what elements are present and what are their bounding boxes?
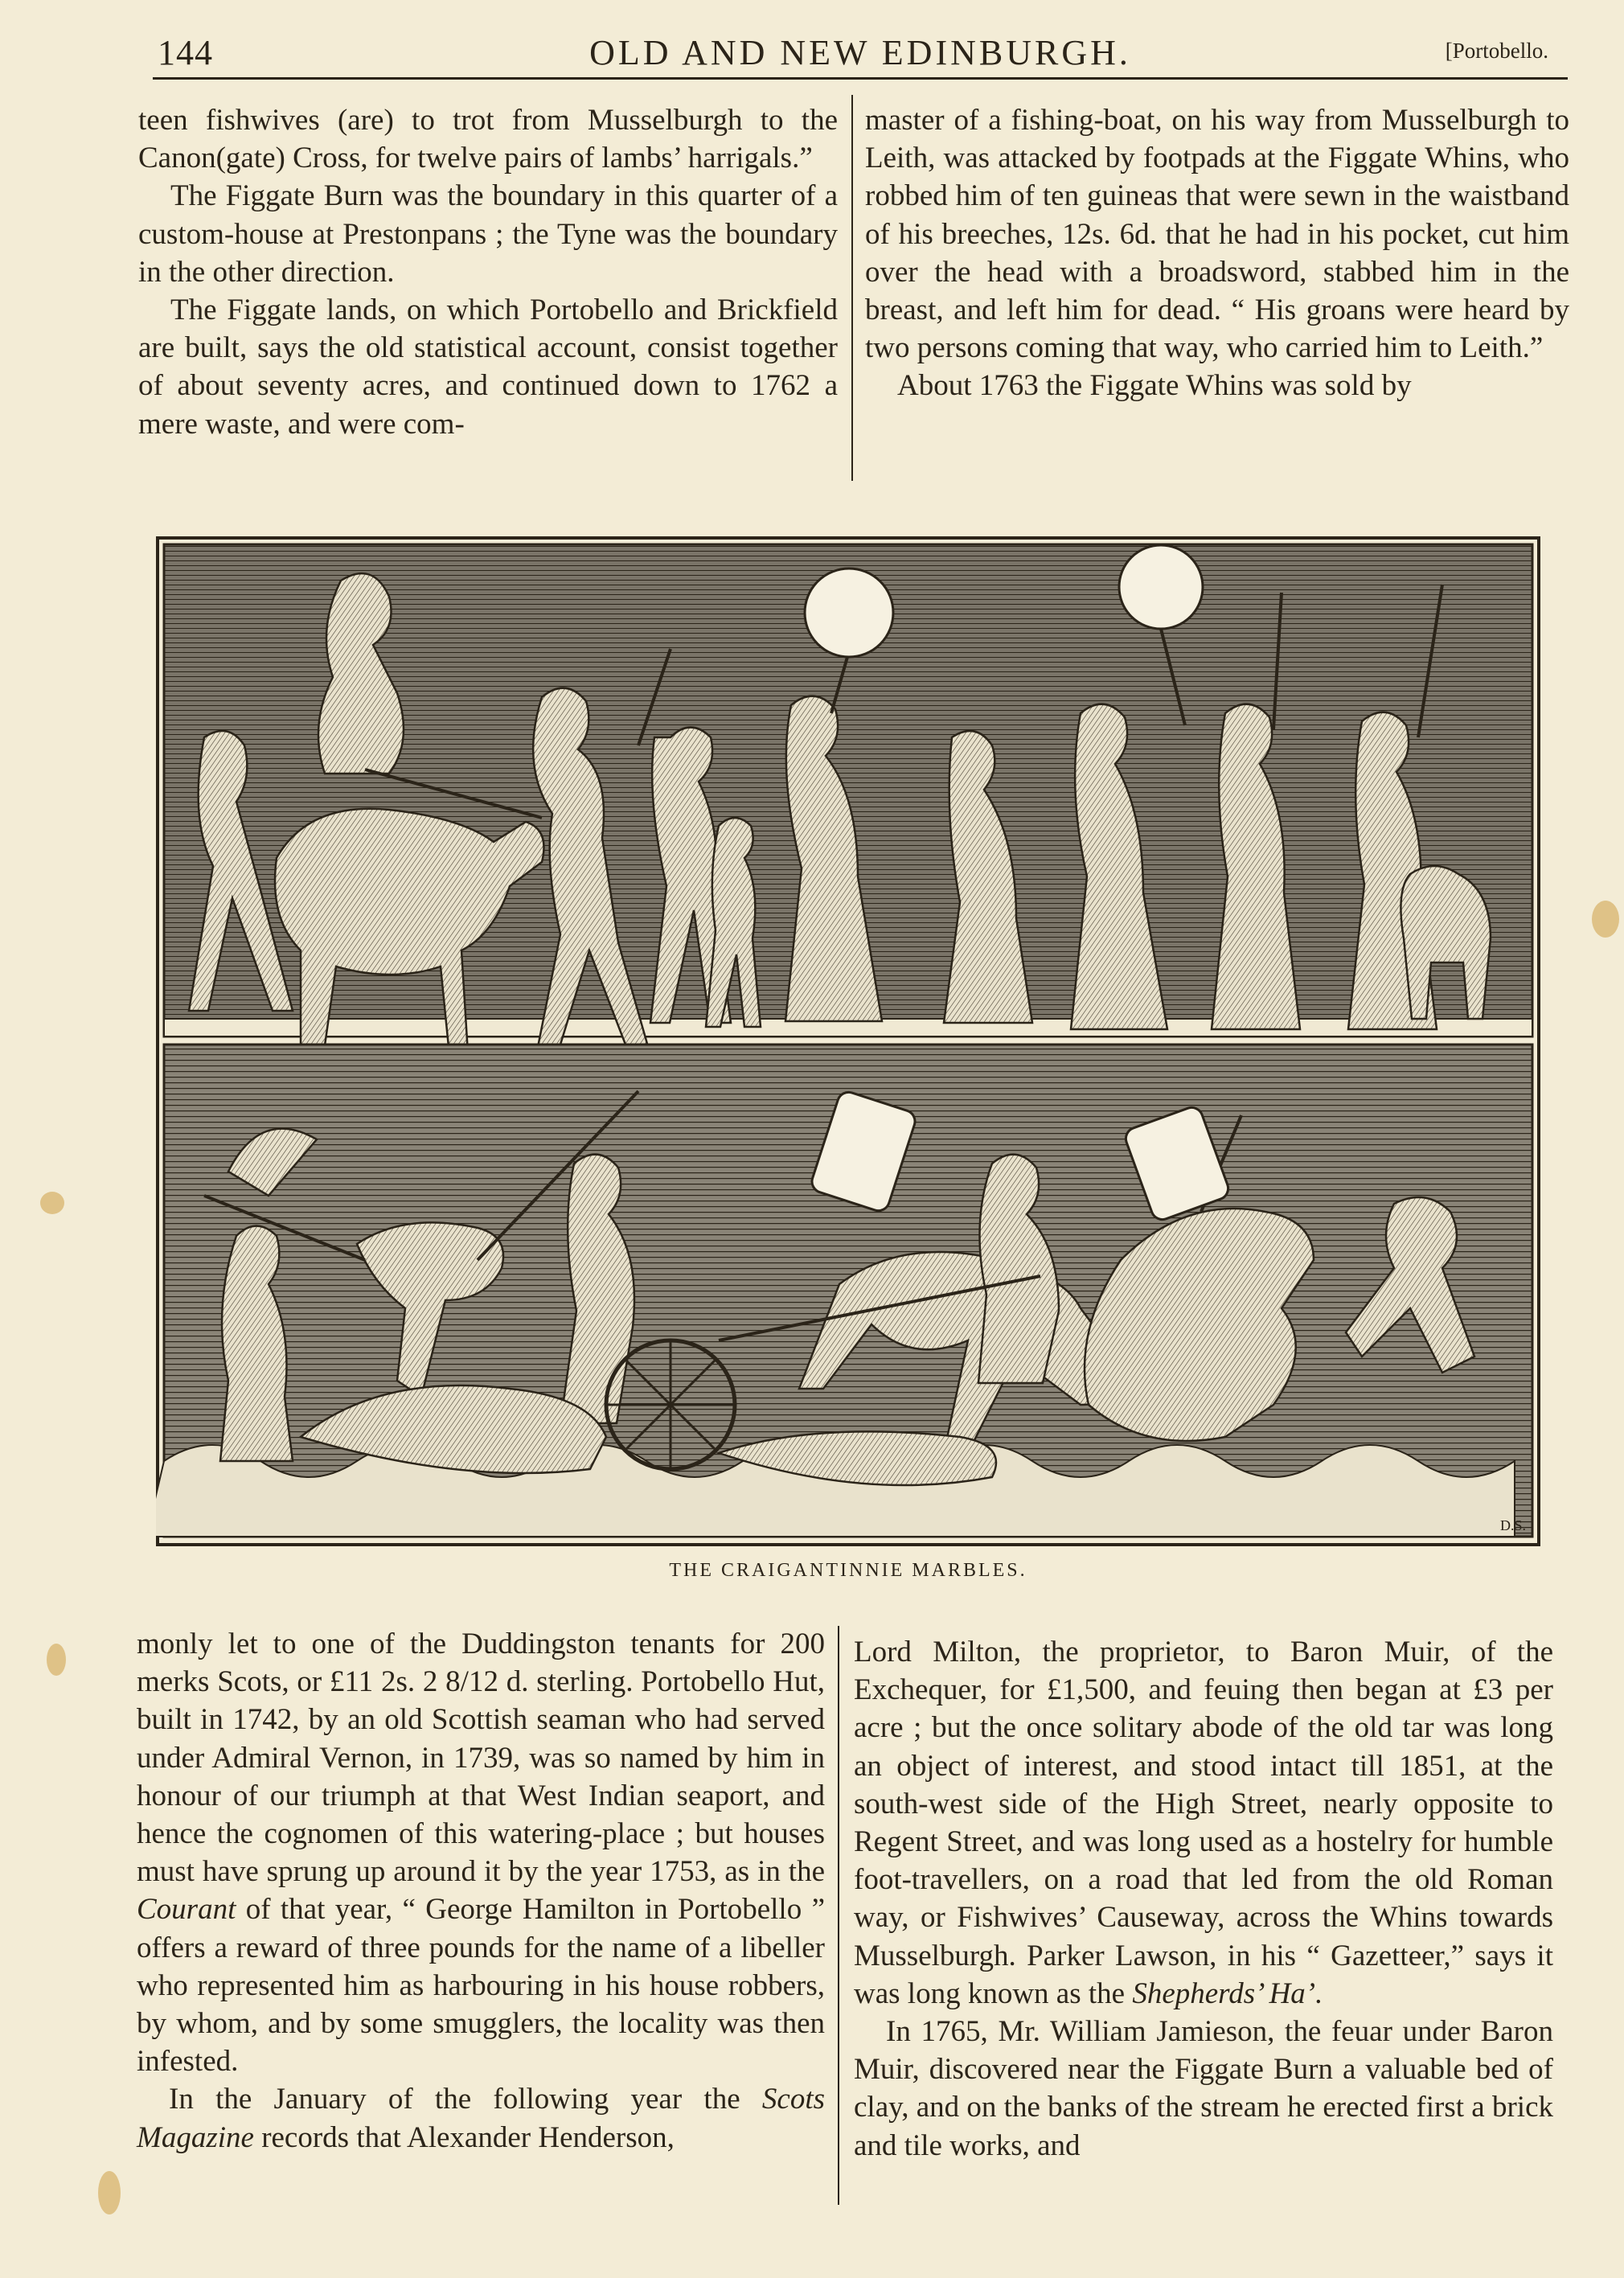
paragraph: In 1765, Mr. William Jamieson, the feuar under Baron Muir, discovered near the Figgate Burn a valuable bed of clay, and on the banks of the stream he erected first a brick and tile works, and — [854, 2015, 1553, 2162]
paragraph: The Figgate lands, on which Portobello and Brickfield are built, says the old statistical account, consist together of about seventy acres, and continued down to 1762 a mere waste, and were com- — [138, 293, 838, 441]
upper-frieze-panel — [164, 544, 1532, 1079]
top-left-column — [138, 101, 838, 443]
page-number: 144 — [158, 33, 213, 72]
text-run: records that Alexander Henderson, — [253, 2120, 675, 2154]
paragraph — [137, 2080, 825, 2156]
paragraph: teen fishwives (are) to trot from Musselburgh to the Canon(gate) Cross, for twelve pairs of lambs’ harrigals.” — [138, 104, 838, 175]
paragraph: The Figgate Burn was the boundary in this quarter of a custom-house at Prestonpans ; the Tyne was the boundary in the other direction. — [138, 179, 838, 289]
text-run: of that year, “ George Hamilton in Portobello ” offers a reward of three pounds for the name of a libeller who represented him as harbouring in his house robbers, by whom, and by some smugglers, the locality was then infested. — [137, 1893, 825, 2079]
paragraph: About 1763 the Figgate Whins was sold by — [897, 369, 1412, 403]
text-run: Lord Milton, the proprietor, to Baron Muir, of the Exchequer, for £1,500, and feuing then began at £3 per acre ; but the once solitary abode of the old tar was long an object of interest, and stood intact till 1851, at the south-west side of the High Street, nearly opposite to Regent Street, and was long used as a hostelry for humble foot-travellers, on a road that led from the old Roman way, or Fishwives’ Causeway, across the Whins towards Musselburgh. Parker Lawson, in his “ Gazetteer,” says it was long known as the — [854, 1636, 1553, 2010]
paper-stain — [98, 2171, 121, 2214]
bottom-right-column — [854, 1633, 1553, 2165]
paper-stain — [40, 1192, 64, 1214]
publication-title: Scots Magazine — [137, 2083, 825, 2154]
column-divider — [851, 95, 853, 481]
figure-caption: THE CRAIGANTINNIE MARBLES. — [669, 1560, 1027, 1581]
paragraph — [854, 1633, 1553, 2013]
paragraph — [137, 1625, 825, 2080]
lower-frieze-panel — [156, 1045, 1532, 1537]
paper-stain — [47, 1644, 66, 1676]
header-rule — [153, 77, 1568, 80]
paper-stain — [1592, 901, 1619, 938]
book-title: OLD AND NEW EDINBURGH. — [589, 33, 1131, 72]
engraving-craigantinnie-marbles — [156, 536, 1540, 1546]
column-divider — [838, 1626, 839, 2205]
engraver-signature: D.S. — [1500, 1517, 1527, 1533]
paragraph: master of a fishing-boat, on his way from Musselburgh to Leith, was attacked by footpads at the Figgate Whins, who robbed him of ten guineas that were sewn in the waistband of his breeches, 12s. 6d. that he had in his pocket, cut him over the head with a broadsword, stabbed him in the breast, and left him for dead. “ His groans were heard by two persons coming that way, who carried him to Leith.” — [865, 104, 1569, 365]
running-header — [153, 32, 1568, 82]
text-run: monly let to one of the Duddingston tenants for 200 merks Scots, or £11 2s. 2 8/12 d. sterling. Portobello Hut, built in 1742, by an old Scottish seaman who had served under Admiral Vernon, in 1739, was so named by him in honour of our triumph at that West Indian seaport, and hence the cognomen of this watering-place ; but houses must have sprung up around it by the year 1753, as in the — [137, 1627, 825, 1889]
section-heading: [Portobello. — [1445, 39, 1548, 63]
text-run: In the January of the following year the — [169, 2083, 762, 2116]
top-right-column — [865, 101, 1569, 405]
bottom-left-column — [137, 1625, 825, 2157]
place-name: Shepherds’ Ha’. — [1132, 1976, 1323, 2010]
publication-title: Courant — [137, 1893, 236, 1927]
